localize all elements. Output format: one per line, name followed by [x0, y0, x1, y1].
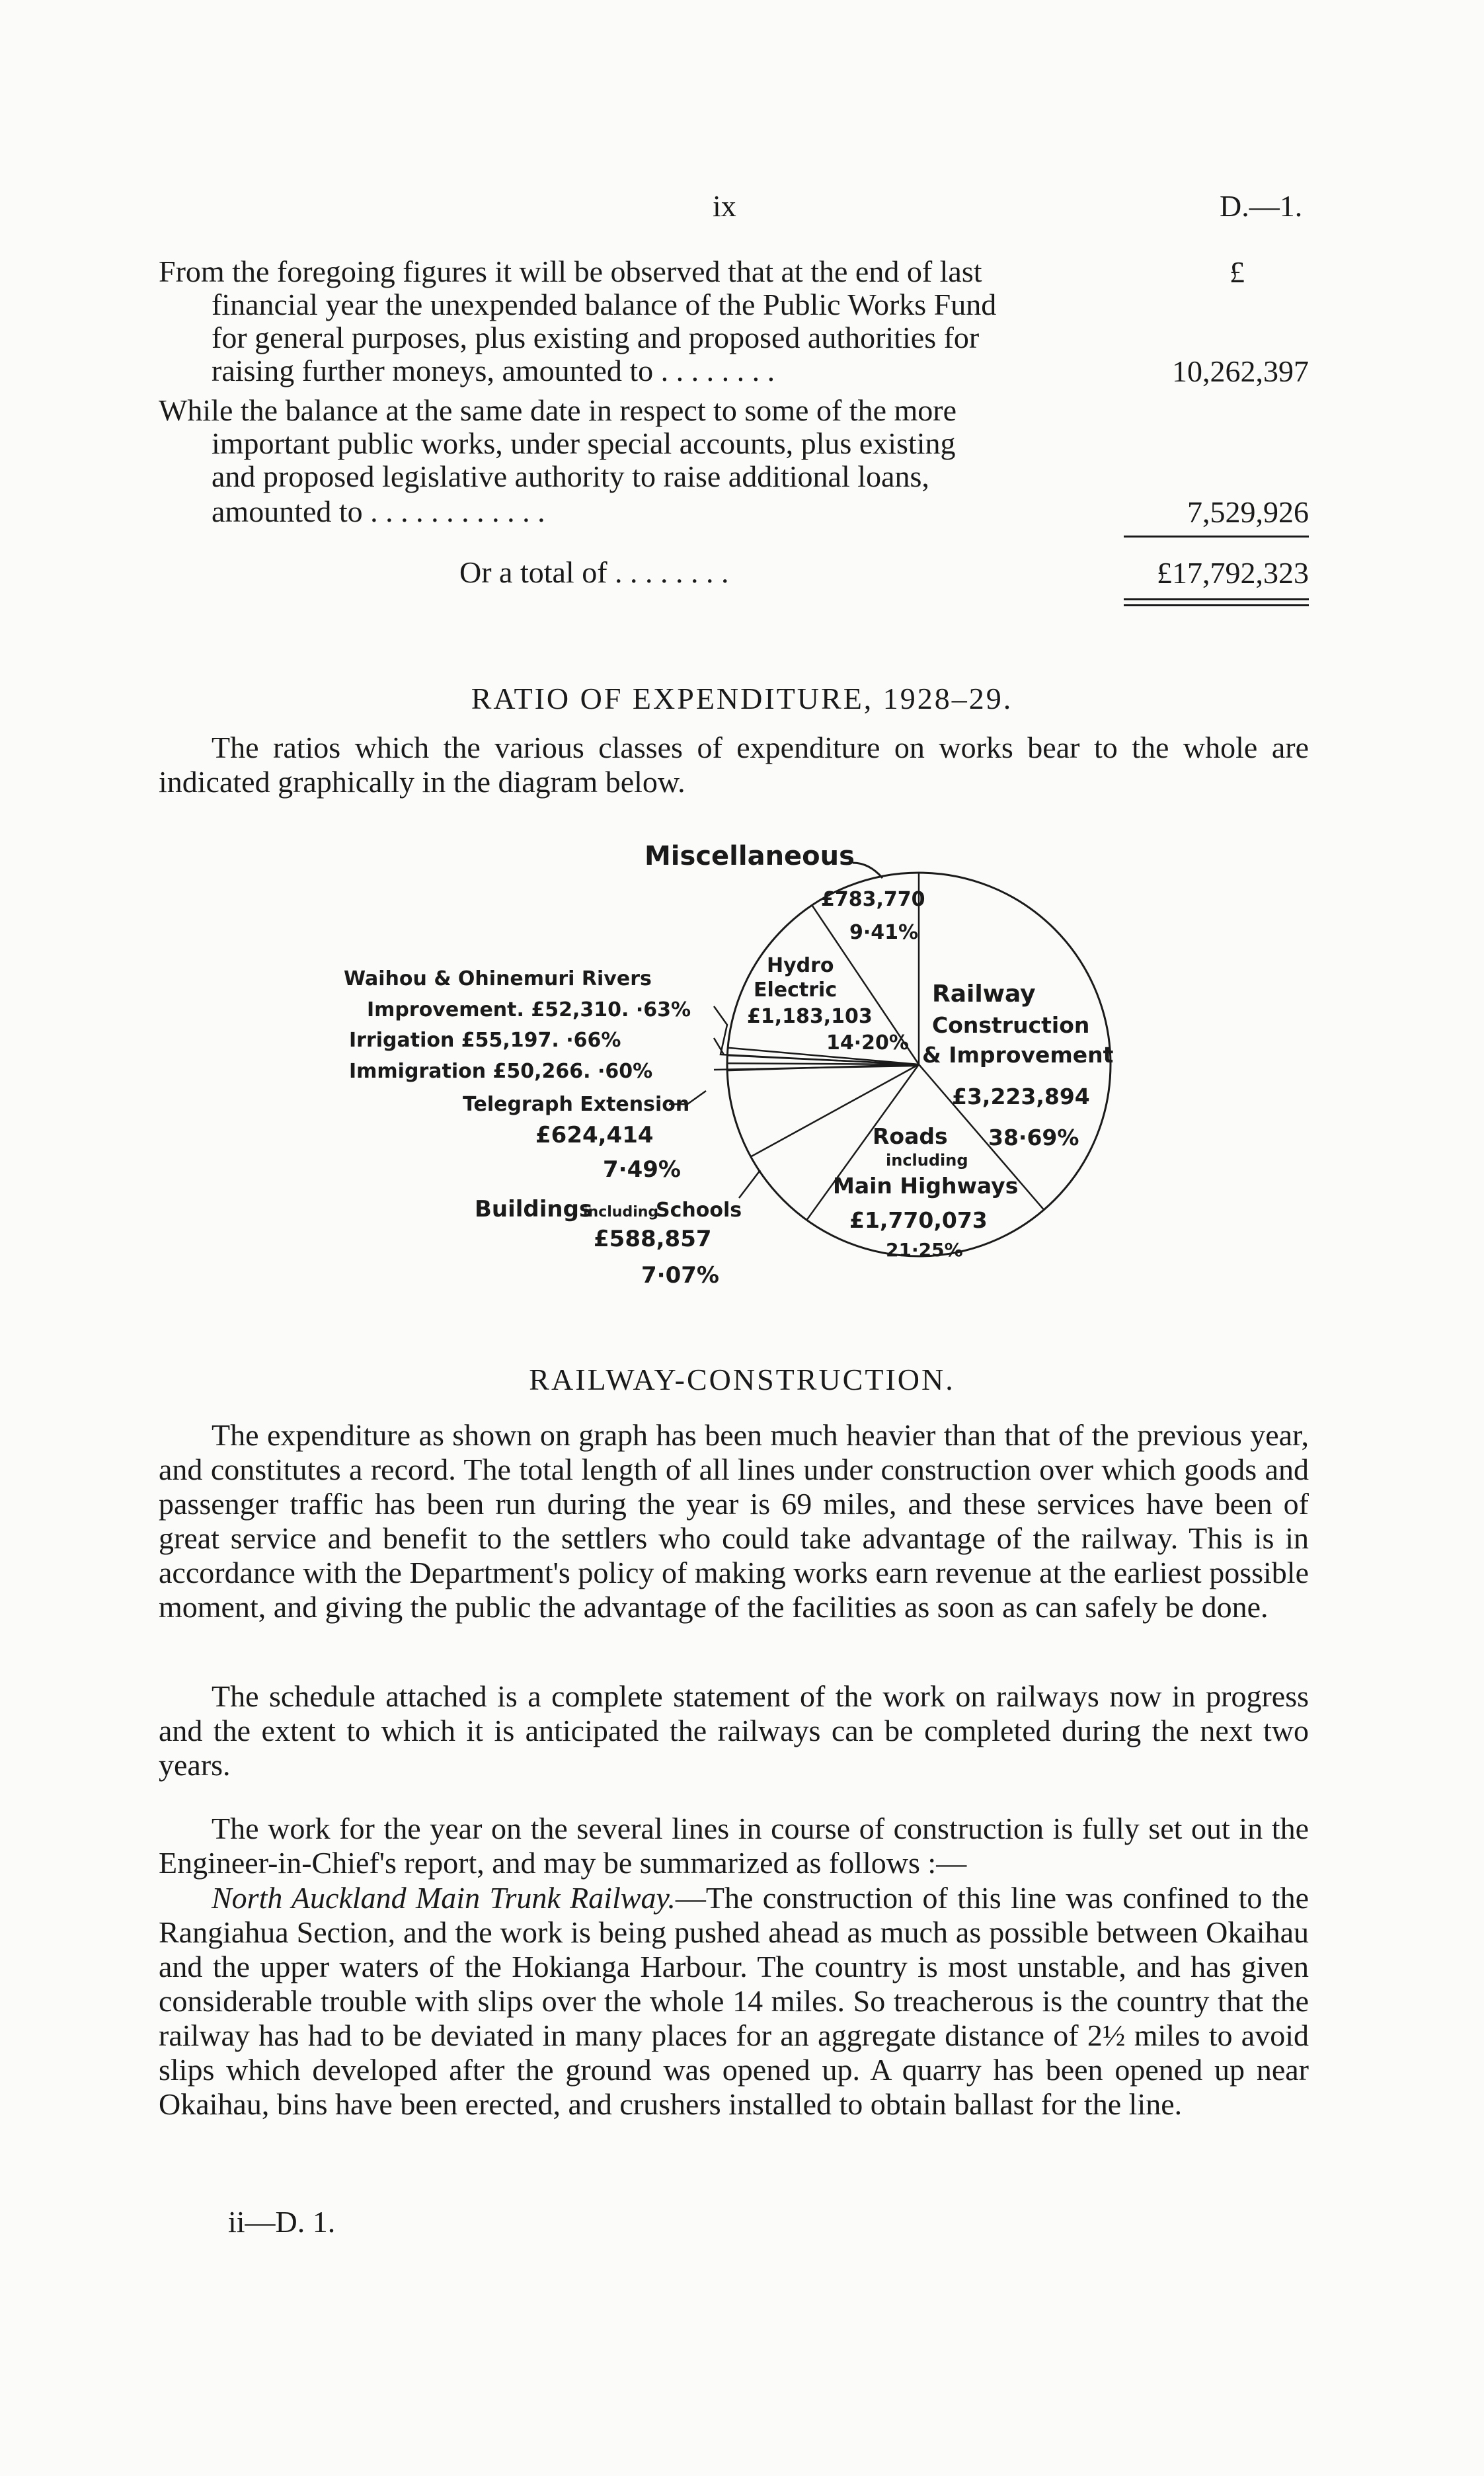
- buildings-arrow: [739, 1170, 760, 1198]
- page-number: ix: [713, 189, 736, 223]
- label-hydro-2: Electric: [754, 978, 838, 1002]
- railway-paragraph-1: The expenditure as shown on graph has been much heavier than that of the previous year, and constitutes a record. The total length of all lines under construction over which goods and passenger traffic has been run during the year is 69 miles, and these services have been of great service and benefit to the settlers who could take advantage of the railway. This is in accordance with the Department's policy of making works earn revenue at the earliest possible moment, and giving the public the advantage of the facilities as soon as can safely be done.: [159, 1418, 1309, 1624]
- footer-signature: ii—D. 1.: [228, 2205, 336, 2239]
- label-buildings-amount: £588,857: [594, 1226, 712, 1252]
- label-buildings-1: Buildings: [475, 1196, 593, 1222]
- label-waihou-2: Improvement. £52,310. ·63%: [367, 998, 691, 1021]
- label-roads-pct: 21·25%: [886, 1239, 963, 1261]
- line-heading: North Auckland Main Trunk Railway.: [212, 1881, 676, 1915]
- finance-line: raising further moneys, amounted to . . . . . . . .: [212, 354, 775, 387]
- label-buildings-3: Schools: [656, 1199, 742, 1222]
- label-misc: Miscellaneous: [644, 841, 855, 871]
- label-roads-1: Roads: [873, 1123, 948, 1149]
- label-buildings-2: including: [583, 1204, 659, 1220]
- finance-line: important public works, under special accounts, plus existing: [212, 426, 956, 460]
- finance-amount-2: 7,529,926: [1187, 495, 1309, 529]
- finance-line: and proposed legislative authority to raise additional loans,: [212, 459, 929, 493]
- label-rail-pct: 38·69%: [988, 1125, 1079, 1150]
- total-label: Or a total of . . . . . . . .: [459, 555, 729, 589]
- railway-section-title: RAILWAY-CONSTRUCTION.: [529, 1363, 955, 1396]
- label-rail-1: Railway: [932, 980, 1036, 1008]
- doc-reference: D.—1.: [1220, 189, 1303, 223]
- total-double-rule: [1124, 598, 1309, 606]
- finance-amount-1: 10,262,397: [1172, 354, 1309, 388]
- subtotal-rule: [1124, 536, 1309, 538]
- label-roads-2: including: [886, 1151, 968, 1170]
- currency-symbol: £: [1230, 255, 1245, 289]
- label-rail-3: & Improvement: [922, 1042, 1114, 1068]
- label-roads-amount: £1,770,073: [849, 1207, 988, 1233]
- total-amount: £17,792,323: [1157, 556, 1309, 590]
- finance-line: From the foregoing figures it will be observed that at the end of last: [159, 255, 982, 288]
- ratio-intro: The ratios which the various classes of expenditure on works bear to the whole are indicated graphically in the diagram below.: [159, 731, 1309, 799]
- label-telegraph-amount: £624,414: [535, 1122, 654, 1148]
- label-hydro-pct: 14·20%: [826, 1031, 909, 1055]
- expenditure-pie-chart: [331, 826, 1190, 1302]
- label-immigration: Immigration £50,266. ·60%: [349, 1060, 653, 1083]
- label-misc-pct: 9·41%: [849, 921, 919, 944]
- label-rail-2: Construction: [932, 1012, 1090, 1038]
- label-telegraph-pct: 7·49%: [603, 1156, 681, 1183]
- label-hydro-1: Hydro: [767, 954, 834, 977]
- finance-line: amounted to . . . . . . . . . . . .: [212, 495, 545, 528]
- line-body: —The construction of this line was confined to the Rangiahua Section, and the work is being pushed ahead as much as possible between Okaihau and the upper waters of the Hokianga Harbour. The country is most unstable, and has given considerable trouble with slips over the whole 14 miles. So treacherous is the country that the railway has had to be deviated in many places for an aggregate distance of 2½ miles to avoid slips which developed after the ground was opened up. A quarry has been opened up near Okaihau, bins have been erected, and crushers installed to obtain ballast for the line.: [159, 1881, 1309, 2121]
- misc-arrow: [853, 863, 882, 878]
- label-irrigation: Irrigation £55,197. ·66%: [349, 1029, 621, 1052]
- ratio-section-title: RATIO OF EXPENDITURE, 1928–29.: [471, 682, 1013, 715]
- label-waihou-1: Waihou & Ohinemuri Rivers: [344, 967, 652, 990]
- railway-paragraph-2: The schedule attached is a complete statement of the work on railways now in progress and the extent to which it is anticipated the railways can be completed during the next two years.: [159, 1679, 1309, 1782]
- label-hydro-amount: £1,183,103: [747, 1005, 873, 1028]
- railway-paragraph-3: The work for the year on the several lines in course of construction is fully set out in the Engineer-in-Chief's report, and may be summarized as follows :—: [159, 1812, 1309, 1880]
- label-misc-amount: £783,770: [821, 888, 925, 911]
- finance-line: While the balance at the same date in respect to some of the more: [159, 393, 957, 427]
- label-roads-3: Main Highways: [833, 1173, 1019, 1199]
- finance-line: financial year the unexpended balance of the Public Works Fund: [212, 288, 997, 321]
- railway-paragraph-4: [159, 1881, 1309, 2122]
- label-rail-amount: £3,223,894: [952, 1084, 1090, 1109]
- label-buildings-pct: 7·07%: [641, 1262, 719, 1289]
- label-telegraph: Telegraph Extension: [463, 1093, 690, 1116]
- finance-line: for general purposes, plus existing and proposed authorities for: [212, 321, 980, 354]
